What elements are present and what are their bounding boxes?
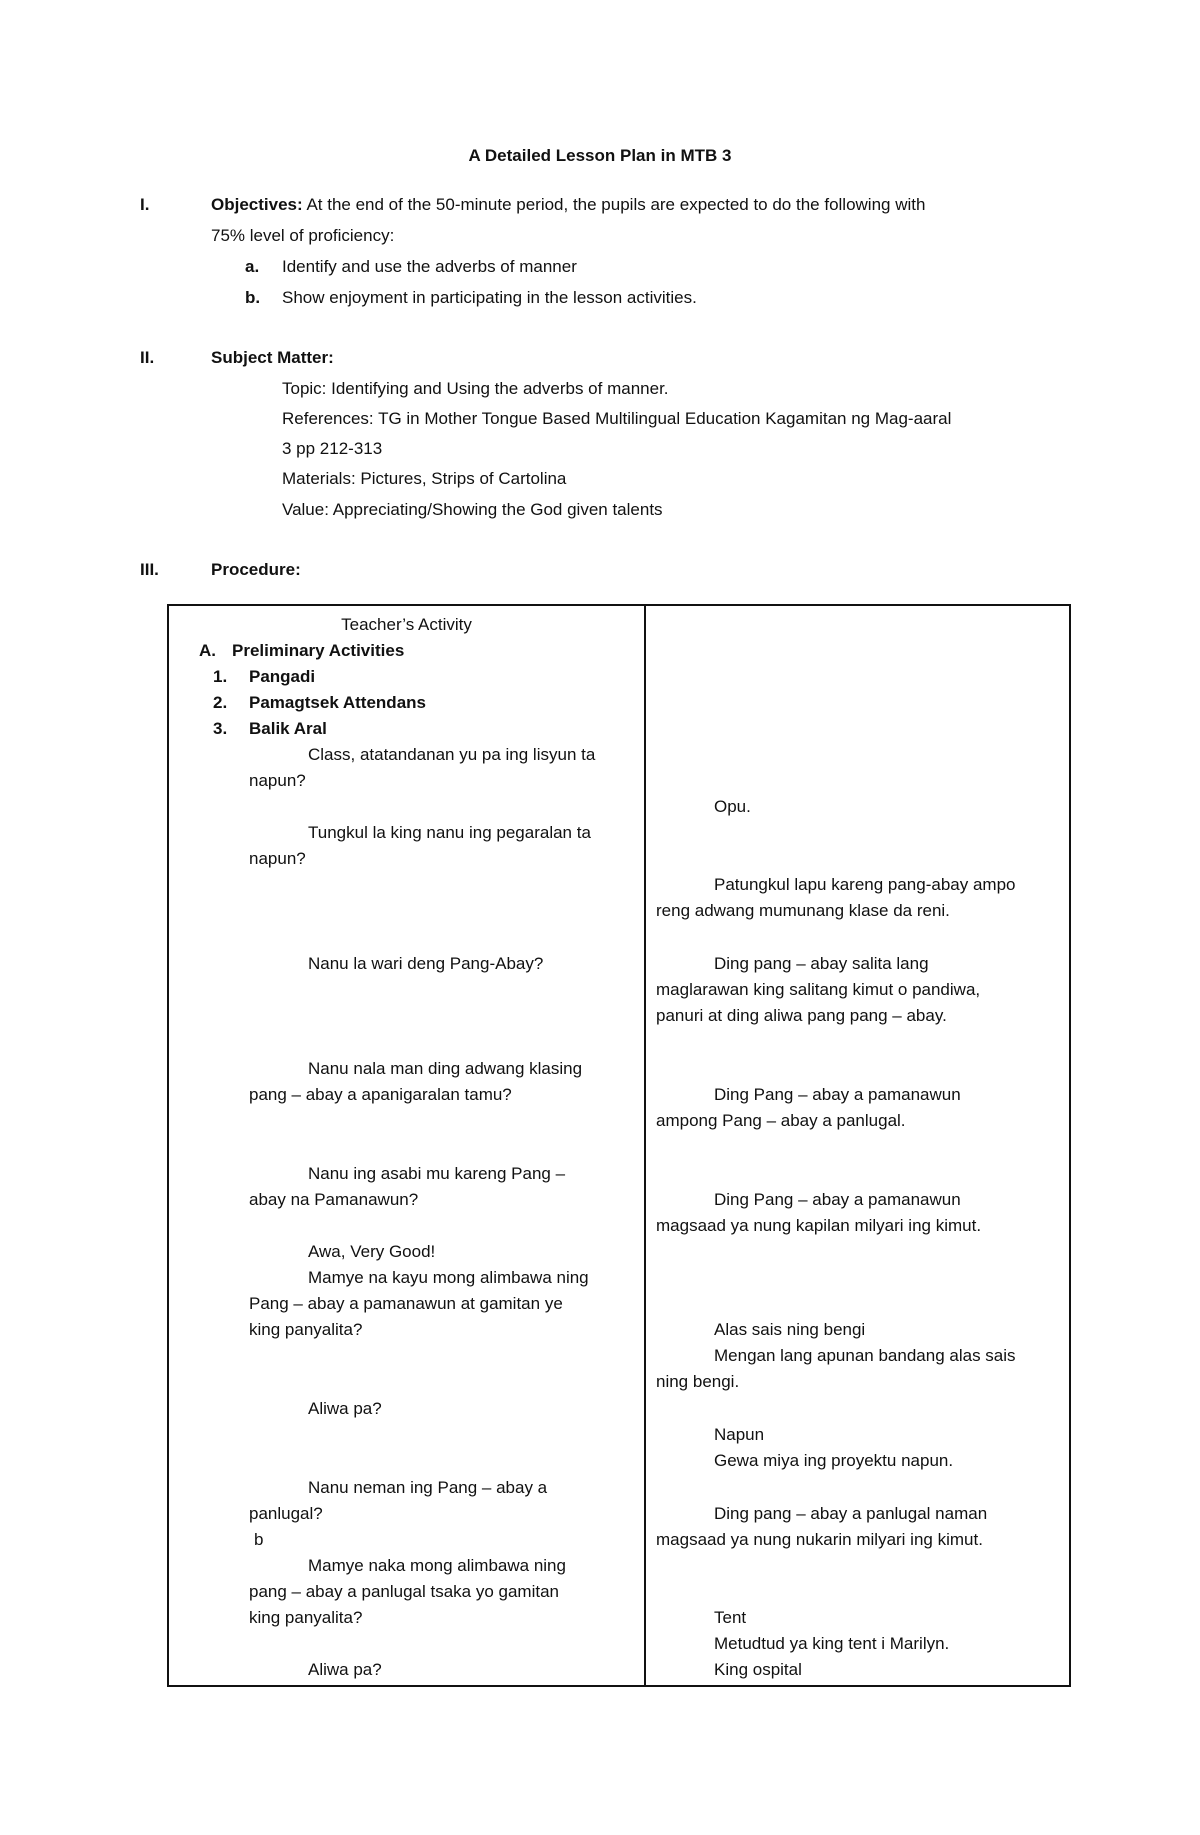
teacher-line: b [254,1530,264,1549]
pupil-line: maglarawan king salitang kimut o pandiwa, [656,980,981,999]
step-3-label: Balik Aral [249,719,327,738]
objective-b-letter: b. [245,288,261,307]
pupil-line: Ding pang – abay a panlugal naman [714,1504,988,1523]
teacher-line: Class, atatandanan yu pa ing lisyun ta [308,745,596,764]
objectives-numeral: I. [140,195,150,214]
teacher-line: napun? [249,849,306,868]
document-title: A Detailed Lesson Plan in MTB 3 [468,146,732,165]
pupil-line: panuri at ding aliwa pang pang – abay. [656,1006,947,1025]
step-1-num: 1. [213,667,228,686]
pupil-line: Ding Pang – abay a pamanawun [714,1085,961,1104]
teacher-line: panlugal? [249,1504,323,1523]
pupil-line: magsaad ya nung nukarin milyari ing kimut. [656,1530,983,1549]
pupil-line: Alas sais ning bengi [714,1320,866,1339]
procedure-table [167,604,1071,1687]
pupil-line: reng adwang mumunang klase da reni. [656,901,950,920]
preliminary-letter: A. [199,641,216,660]
teacher-line: pang – abay a apanigaralan tamu? [249,1085,512,1104]
procedure-numeral: III. [140,560,159,579]
objective-b-text: Show enjoyment in participating in the lesson activities. [282,288,697,307]
step-3-num: 3. [213,719,228,738]
teacher-line: Tungkul la king nanu ing pegaralan ta [308,823,591,842]
subject-topic: Topic: Identifying and Using the adverbs of manner. [282,379,669,398]
pupil-line: ampong Pang – abay a panlugal. [656,1111,906,1130]
objective-a-text: Identify and use the adverbs of manner [282,257,577,276]
step-1-label: Pangadi [249,667,316,686]
pupil-line: Tent [714,1608,747,1627]
pupil-activity-column [646,606,1069,1685]
subject-matter-label: Subject Matter: [211,348,334,367]
pupil-line: Patungkul lapu kareng pang-abay ampo [714,875,1016,894]
objectives-label: Objectives: [211,195,303,214]
teacher-activity-column [169,606,644,1685]
teacher-line: Mamye naka mong alimbawa ning [308,1556,566,1575]
teacher-activity-header: Teacher’s Activity [341,615,472,634]
teacher-line: king panyalita? [249,1608,363,1627]
teacher-line: Nanu nala man ding adwang klasing [308,1059,583,1078]
teacher-line: Nanu ing asabi mu kareng Pang – [308,1164,566,1183]
pupil-line: Opu. [714,797,751,816]
teacher-line: Nanu la wari deng Pang-Abay? [308,954,544,973]
objective-a-letter: a. [245,257,260,276]
pupil-line: Mengan lang apunan bandang alas sais [714,1346,1016,1365]
teacher-line: Aliwa pa? [308,1399,382,1418]
teacher-line: Aliwa pa? [308,1660,382,1679]
teacher-line: pang – abay a panlugal tsaka yo gamitan [249,1582,560,1601]
pupil-line: Ding Pang – abay a pamanawun [714,1190,961,1209]
procedure-label: Procedure: [211,560,301,579]
pupil-line: magsaad ya nung kapilan milyari ing kimut. [656,1216,982,1235]
pupil-line: Napun [714,1425,765,1444]
step-2-label: Pamagtsek Attendans [249,693,426,712]
pupil-line: Gewa miya ing proyektu napun. [714,1451,954,1470]
step-2-num: 2. [213,693,228,712]
subject-materials: Materials: Pictures, Strips of Cartolina [282,469,567,488]
teacher-line: king panyalita? [249,1320,363,1339]
subject-matter-numeral: II. [140,348,155,367]
teacher-line: Awa, Very Good! [308,1242,436,1261]
teacher-line: Nanu neman ing Pang – abay a [308,1478,548,1497]
teacher-line: Mamye na kayu mong alimbawa ning [308,1268,589,1287]
pupil-line: King ospital [714,1660,802,1679]
pupil-line: Metudtud ya king tent i Marilyn. [714,1634,950,1653]
objectives-line-1 [211,190,925,220]
teacher-line: napun? [249,771,306,790]
teacher-line: Pang – abay a pamanawun at gamitan ye [249,1294,563,1313]
pupil-line: Ding pang – abay salita lang [714,954,929,973]
subject-references: References: TG in Mother Tongue Based Multilingual Education Kagamitan ng Mag-aaral [282,409,952,428]
objectives-text-1: At the end of the 50-minute period, the pupils are expected to do the following with [302,195,926,214]
pupil-line: ning bengi. [656,1372,740,1391]
subject-references-pages: 3 pp 212-313 [282,439,383,458]
subject-value: Value: Appreciating/Showing the God given talents [282,500,663,519]
teacher-line: abay na Pamanawun? [249,1190,419,1209]
preliminary-label: Preliminary Activities [232,641,405,660]
objectives-line-2: 75% level of proficiency: [211,226,395,245]
